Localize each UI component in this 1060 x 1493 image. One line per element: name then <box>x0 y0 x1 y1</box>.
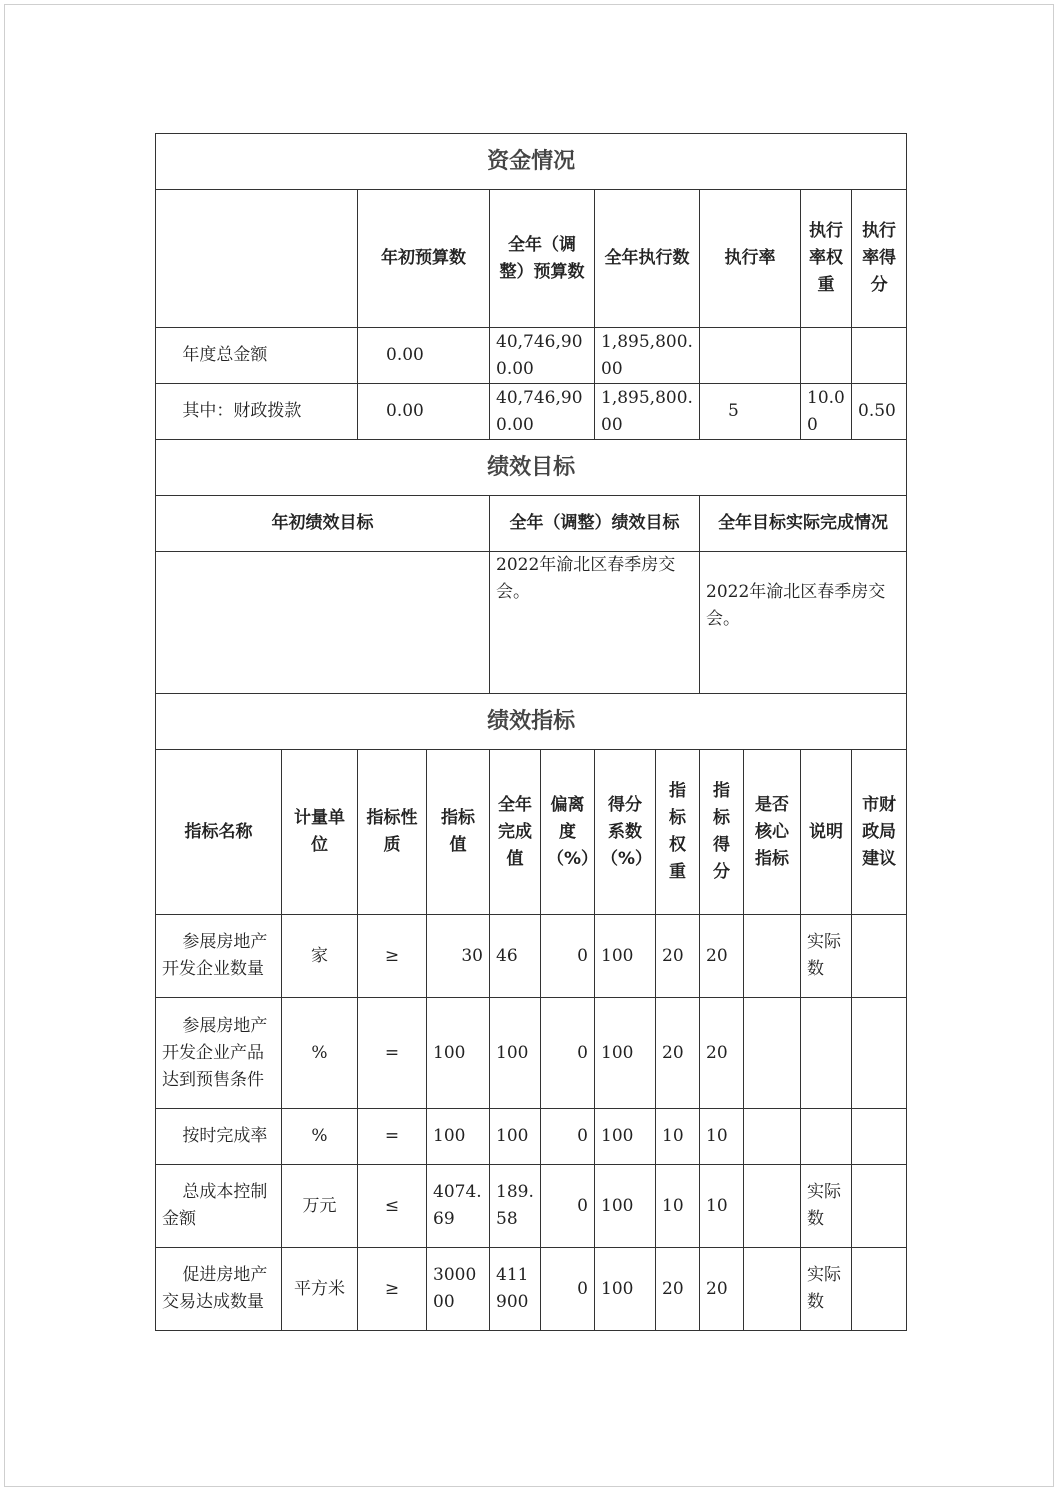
funding-header-executed: 全年执行数 <box>595 190 700 328</box>
indicator-header-actual: 全年完成值 <box>490 750 541 915</box>
indicator-target: 4074.69 <box>427 1165 490 1248</box>
indicator-row <box>156 998 907 1109</box>
indicator-header-core: 是否核心指标 <box>744 750 801 915</box>
funding-adjusted-budget: 40,746,900.00 <box>490 384 595 440</box>
indicator-header-target: 指标值 <box>427 750 490 915</box>
indicator-unit: 平方米 <box>282 1248 358 1331</box>
indicator-deviation: 0 <box>541 1248 595 1331</box>
goals-header-initial: 年初绩效目标 <box>156 496 490 552</box>
funding-header-weight: 执行率权重 <box>801 190 852 328</box>
funding-rate <box>700 328 801 384</box>
funding-row <box>156 328 907 384</box>
indicator-advice <box>852 915 907 998</box>
indicator-nature: = <box>358 998 427 1109</box>
indicator-note: 实际数 <box>801 1165 852 1248</box>
indicator-weight: 20 <box>656 1248 700 1331</box>
indicators-section-title: 绩效指标 <box>156 694 907 750</box>
indicator-weight: 10 <box>656 1109 700 1165</box>
indicator-weight: 10 <box>656 1165 700 1248</box>
indicator-header-note: 说明 <box>801 750 852 915</box>
indicator-header-nature: 指标性质 <box>358 750 427 915</box>
funding-row <box>156 384 907 440</box>
indicator-name: 促进房地产交易达成数量 <box>156 1248 282 1331</box>
indicator-row <box>156 1248 907 1331</box>
indicator-score: 20 <box>700 915 744 998</box>
indicator-core <box>744 998 801 1109</box>
funding-header-blank <box>156 190 358 328</box>
indicator-name: 参展房地产开发企业数量 <box>156 915 282 998</box>
indicator-weight: 20 <box>656 915 700 998</box>
goals-adjusted: 2022年渝北区春季房交会。 <box>490 552 700 694</box>
indicator-core <box>744 915 801 998</box>
indicator-deviation: 0 <box>541 915 595 998</box>
indicator-advice <box>852 1248 907 1331</box>
indicator-header-score: 指标得分 <box>700 750 744 915</box>
indicator-coef: 100 <box>595 1109 656 1165</box>
indicator-unit: 万元 <box>282 1165 358 1248</box>
indicator-advice <box>852 998 907 1109</box>
indicator-score: 20 <box>700 1248 744 1331</box>
indicator-header-coef: 得分系数（%） <box>595 750 656 915</box>
indicator-unit: % <box>282 1109 358 1165</box>
indicator-header-name: 指标名称 <box>156 750 282 915</box>
funding-weight: 10.00 <box>801 384 852 440</box>
indicator-note <box>801 1109 852 1165</box>
indicator-name: 按时完成率 <box>156 1109 282 1165</box>
funding-initial-budget: 0.00 <box>358 328 490 384</box>
indicator-row <box>156 1109 907 1165</box>
indicator-header-advice: 市财政局建议 <box>852 750 907 915</box>
indicator-note <box>801 998 852 1109</box>
goals-actual: 2022年渝北区春季房交会。 <box>700 552 907 694</box>
report-table <box>155 133 907 1331</box>
indicator-nature: = <box>358 1109 427 1165</box>
funding-executed: 1,895,800.00 <box>595 384 700 440</box>
indicator-name: 参展房地产开发企业产品达到预售条件 <box>156 998 282 1109</box>
indicator-target: 100 <box>427 998 490 1109</box>
indicator-core <box>744 1248 801 1331</box>
funding-rate: 5 <box>700 384 801 440</box>
indicator-header-weight: 指标权重 <box>656 750 700 915</box>
indicator-actual: 100 <box>490 1109 541 1165</box>
indicator-weight: 20 <box>656 998 700 1109</box>
indicator-actual: 189.58 <box>490 1165 541 1248</box>
funding-header-rate: 执行率 <box>700 190 801 328</box>
indicator-deviation: 0 <box>541 998 595 1109</box>
indicator-header-deviation: 偏离度（%） <box>541 750 595 915</box>
indicator-nature: ≥ <box>358 915 427 998</box>
indicator-target: 300000 <box>427 1248 490 1331</box>
funding-header-score: 执行率得分 <box>852 190 907 328</box>
indicator-advice <box>852 1165 907 1248</box>
indicator-nature: ≥ <box>358 1248 427 1331</box>
indicator-actual: 46 <box>490 915 541 998</box>
indicator-header-unit: 计量单位 <box>282 750 358 915</box>
indicator-score: 20 <box>700 998 744 1109</box>
indicator-actual: 100 <box>490 998 541 1109</box>
funding-initial-budget: 0.00 <box>358 384 490 440</box>
indicator-nature: ≤ <box>358 1165 427 1248</box>
funding-section-title: 资金情况 <box>156 134 907 190</box>
goals-section-title: 绩效目标 <box>156 440 907 496</box>
goals-header-actual: 全年目标实际完成情况 <box>700 496 907 552</box>
indicator-actual: 411900 <box>490 1248 541 1331</box>
indicator-core <box>744 1165 801 1248</box>
performance-report <box>155 133 906 1331</box>
indicator-deviation: 0 <box>541 1165 595 1248</box>
indicator-unit: 家 <box>282 915 358 998</box>
funding-header-adjusted-budget: 全年（调整）预算数 <box>490 190 595 328</box>
indicator-note: 实际数 <box>801 915 852 998</box>
funding-row-label: 其中：财政拨款 <box>156 384 358 440</box>
goals-initial <box>156 552 490 694</box>
indicator-score: 10 <box>700 1165 744 1248</box>
funding-score: 0.50 <box>852 384 907 440</box>
funding-executed: 1,895,800.00 <box>595 328 700 384</box>
indicator-target: 100 <box>427 1109 490 1165</box>
indicator-coef: 100 <box>595 915 656 998</box>
funding-weight <box>801 328 852 384</box>
indicator-coef: 100 <box>595 998 656 1109</box>
funding-score <box>852 328 907 384</box>
indicator-coef: 100 <box>595 1248 656 1331</box>
funding-adjusted-budget: 40,746,900.00 <box>490 328 595 384</box>
goals-header-adjusted: 全年（调整）绩效目标 <box>490 496 700 552</box>
indicator-target: 30 <box>427 915 490 998</box>
indicator-unit: % <box>282 998 358 1109</box>
indicator-score: 10 <box>700 1109 744 1165</box>
indicator-row <box>156 1165 907 1248</box>
indicator-note: 实际数 <box>801 1248 852 1331</box>
indicator-core <box>744 1109 801 1165</box>
funding-header-initial-budget: 年初预算数 <box>358 190 490 328</box>
indicator-deviation: 0 <box>541 1109 595 1165</box>
funding-row-label: 年度总金额 <box>156 328 358 384</box>
indicator-row <box>156 915 907 998</box>
indicator-name: 总成本控制金额 <box>156 1165 282 1248</box>
indicator-coef: 100 <box>595 1165 656 1248</box>
indicator-advice <box>852 1109 907 1165</box>
